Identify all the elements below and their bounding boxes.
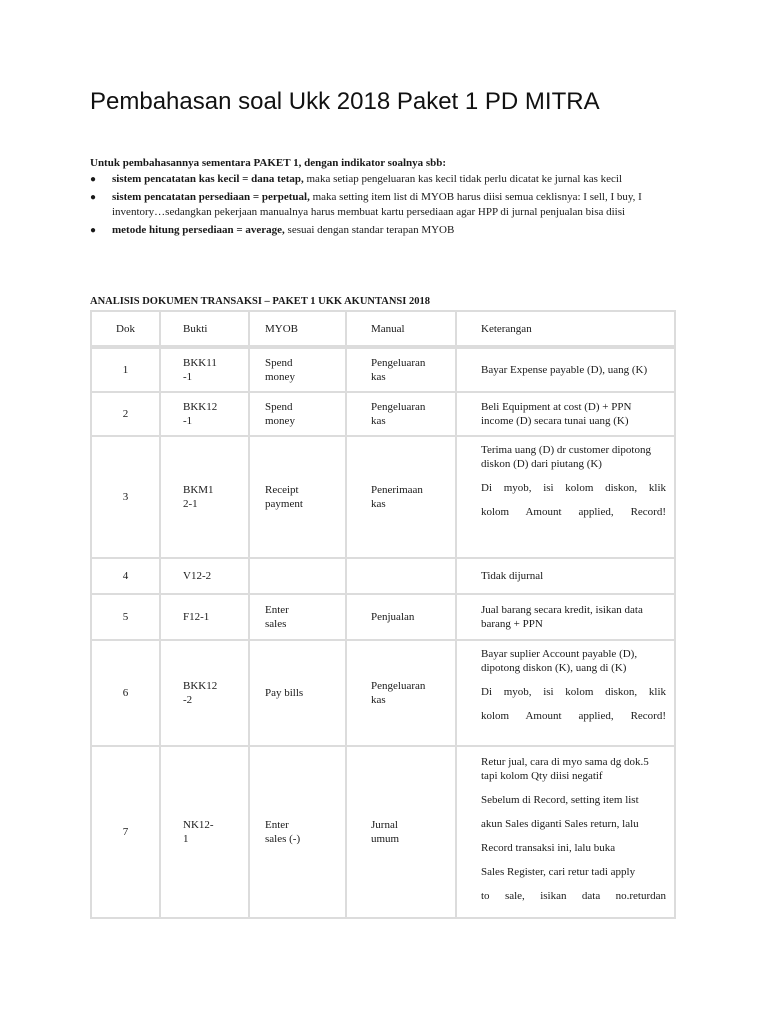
cell-manual: Jurnal umum (347, 747, 457, 917)
bullet-icon: ● (90, 225, 97, 236)
cell-myob: Pay bills (250, 641, 347, 745)
bullet-icon: ● (90, 174, 97, 185)
keterangan-line: Retur jual, cara di myo sama dg dok.5 tapi kolom Qty diisi negatif (481, 756, 649, 782)
bullet-text: maka setiap pengeluaran kas kecil tidak perlu dicatat ke jurnal kas kecil (303, 173, 623, 185)
intro-bullet-item (90, 172, 690, 187)
cell-bukti: V12-2 (161, 559, 250, 593)
bullet-icon: ● (90, 192, 97, 203)
header-manual: Manual (347, 312, 457, 345)
cell-dok: 3 (90, 437, 161, 557)
intro-lead: Untuk pembahasannya sementara PAKET 1, dengan indikator soalnya sbb: (90, 157, 447, 169)
cell-manual: Penjualan (347, 595, 457, 639)
header-bukti: Bukti (161, 312, 250, 345)
cell-keterangan (457, 437, 676, 557)
cell-myob: Enter sales (250, 595, 347, 639)
cell-dok: 2 (90, 393, 161, 435)
intro-section (90, 156, 690, 241)
cell-bukti: NK12-1 (161, 747, 250, 917)
table-body (90, 347, 676, 919)
cell-myob: Enter sales (-) (250, 747, 347, 917)
keterangan-line: to sale, isikan data no.returdan (481, 890, 666, 902)
keterangan-line: Record transaksi ini, lalu buka (481, 842, 616, 854)
keterangan-line: Di myob, isi kolom diskon, klik (481, 686, 666, 698)
cell-myob: Spend money (250, 393, 347, 435)
cell-bukti: BKK11-1 (161, 349, 250, 391)
cell-dok: 4 (90, 559, 161, 593)
table-title: ANALISIS DOKUMEN TRANSAKSI – PAKET 1 UKK AKUNTANSI 2018 (90, 296, 430, 307)
cell-dok: 1 (90, 349, 161, 391)
cell-dok: 6 (90, 641, 161, 745)
intro-bullet-item (90, 223, 690, 238)
keterangan-line: Di myob, isi kolom diskon, klik (481, 482, 666, 494)
header-myob: MYOB (250, 312, 347, 345)
cell-manual: Pengeluaran kas (347, 349, 457, 391)
cell-myob (250, 559, 347, 593)
keterangan-line: akun Sales diganti Sales return, lalu (481, 818, 639, 830)
cell-manual: Penerimaan kas (347, 437, 457, 557)
cell-keterangan (457, 393, 676, 435)
cell-dok: 7 (90, 747, 161, 917)
cell-keterangan (457, 747, 676, 917)
cell-manual: Pengeluaran kas (347, 393, 457, 435)
bullet-bold-text: sistem pencatatan kas kecil = dana tetap, (112, 173, 304, 185)
table-header-row (90, 310, 676, 347)
bullet-bold-text: sistem pencatatan persediaan = perpetual, (112, 191, 310, 203)
table-row (90, 393, 676, 437)
keterangan-line: Sebelum di Record, setting item list (481, 794, 639, 806)
bullet-text: maka setting item list di MYOB harus diisi semua ceklisnya: I sell, I buy, I inventory…sedangkan pekerjaan manualnya harus membuat kartu persediaan agar HPP di jurnal penjualan bisa diisi (112, 191, 642, 218)
cell-keterangan (457, 349, 676, 391)
keterangan-line: kolom Amount applied, Record! (481, 710, 666, 722)
keterangan-line: kolom Amount applied, Record! (481, 506, 666, 518)
keterangan-line: Bayar Expense payable (D), uang (K) (481, 364, 648, 376)
header-dok: Dok (90, 312, 161, 345)
header-keterangan: Keterangan (457, 312, 676, 345)
intro-bullet-list (90, 172, 690, 238)
page-title: Pembahasan soal Ukk 2018 Paket 1 PD MITRA (90, 88, 600, 115)
table-row (90, 641, 676, 747)
table-row (90, 747, 676, 919)
keterangan-line: Sales Register, cari retur tadi apply (481, 866, 636, 878)
bullet-text: sesuai dengan standar terapan MYOB (284, 224, 455, 236)
keterangan-line: Jual barang secara kredit, isikan data barang + PPN (481, 604, 643, 630)
cell-dok: 5 (90, 595, 161, 639)
keterangan-line: Bayar suplier Account payable (D), dipotong diskon (K), uang di (K) (481, 648, 638, 674)
cell-manual: Pengeluaran kas (347, 641, 457, 745)
intro-bullet-item (90, 190, 690, 220)
bullet-bold-text: metode hitung persediaan = average, (112, 224, 285, 236)
table-row (90, 347, 676, 393)
cell-bukti: BKM12-1 (161, 437, 250, 557)
cell-bukti: BKK12-1 (161, 393, 250, 435)
keterangan-line: Terima uang (D) dr customer dipotong diskon (D) dari piutang (K) (481, 444, 651, 470)
cell-keterangan (457, 559, 676, 593)
keterangan-line: Beli Equipment at cost (D) + PPN income (D) secara tunai uang (K) (481, 401, 632, 427)
table-row (90, 595, 676, 641)
cell-myob: Receipt payment (250, 437, 347, 557)
keterangan-line: Tidak dijurnal (481, 570, 544, 582)
cell-manual (347, 559, 457, 593)
analysis-table (90, 310, 676, 919)
cell-keterangan (457, 595, 676, 639)
cell-keterangan (457, 641, 676, 745)
table-row (90, 437, 676, 559)
table-row (90, 559, 676, 595)
cell-myob: Spend money (250, 349, 347, 391)
cell-bukti: BKK12-2 (161, 641, 250, 745)
cell-bukti: F12-1 (161, 595, 250, 639)
